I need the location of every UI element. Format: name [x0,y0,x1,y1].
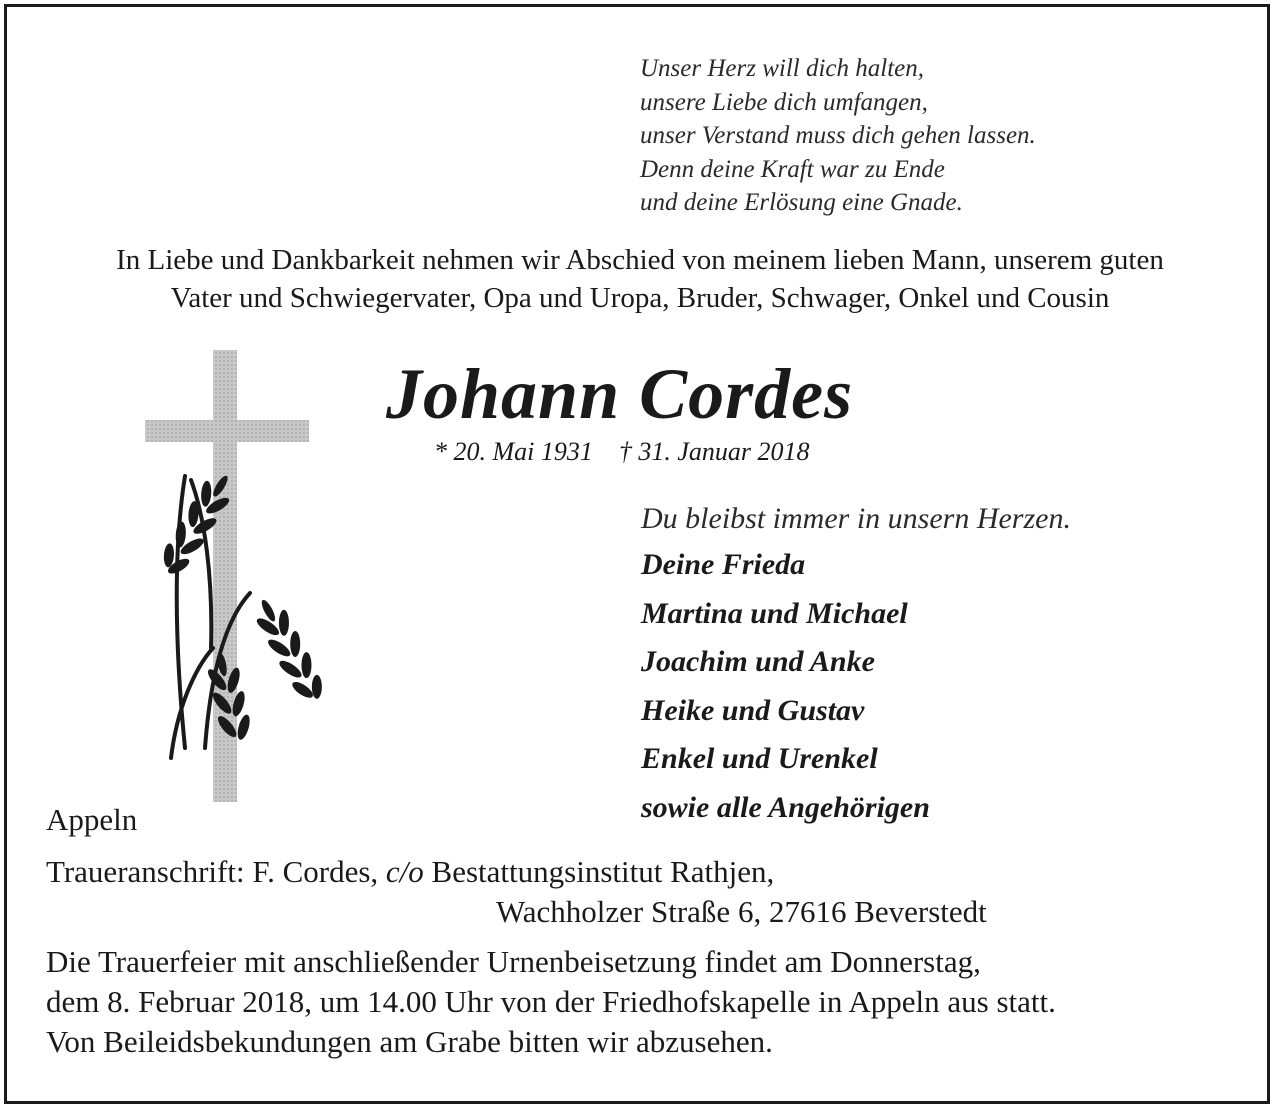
address-street: Wachholzer Straße 6, 27616 Beverstedt [496,894,987,929]
family-member: Joachim und Anke [641,645,875,678]
motto: Du bleibst immer in unsern Herzen. [641,502,1071,535]
family-member: Martina und Michael [641,596,908,630]
poem [640,52,1240,220]
address-care-of: c/o [385,854,424,889]
intro-line: In Liebe und Dankbarkeit nehmen wir Abschied von meinem lieben Mann, unserem guten [116,244,1164,276]
poem-line: Unser Herz will dich halten, [640,55,925,82]
family-signature [641,497,1241,832]
deceased-name: Johann Cordes [386,354,854,434]
family-member: Enkel und Urenkel [641,742,878,775]
address-label: Traueranschrift: F. Cordes, [46,854,379,889]
intro-line: Vater und Schwiegervater, Opa und Uropa, Bruder, Schwager, Onkel und Cousin [170,282,1110,314]
birth-date: * 20. Mai 1931 [434,437,593,466]
intro-text [20,241,1260,317]
notice-line: dem 8. Februar 2018, um 14.00 Uhr von der Friedhofskapelle in Appeln aus statt. [46,984,1056,1019]
cross-horizontal-beam [145,420,309,442]
poem-line: unsere Liebe dich umfangen, [640,88,928,116]
poem-line: und deine Erlösung eine Gnade. [640,189,963,216]
address-institute: Bestattungsinstitut Rathjen, [431,854,775,889]
poem-line: unser Verstand muss dich gehen lassen. [640,122,1036,149]
cross-with-wheat-icon [135,348,325,808]
family-member: sowie alle Angehörigen [641,790,930,824]
funeral-notice [46,942,1056,1062]
poem-line: Denn deine Kraft war zu Ende [640,155,945,183]
family-member: Deine Frieda [641,548,806,581]
life-dates [434,436,810,468]
mourning-address [46,852,987,932]
place-name: Appeln [46,802,138,837]
death-date: † 31. Januar 2018 [618,437,810,466]
notice-line: Von Beileidsbekundungen am Grabe bitten wir abzusehen. [46,1024,773,1059]
notice-line: Die Trauerfeier mit anschließender Urnenbeisetzung findet am Donnerstag, [46,944,981,979]
family-member: Heike und Gustav [641,693,865,727]
